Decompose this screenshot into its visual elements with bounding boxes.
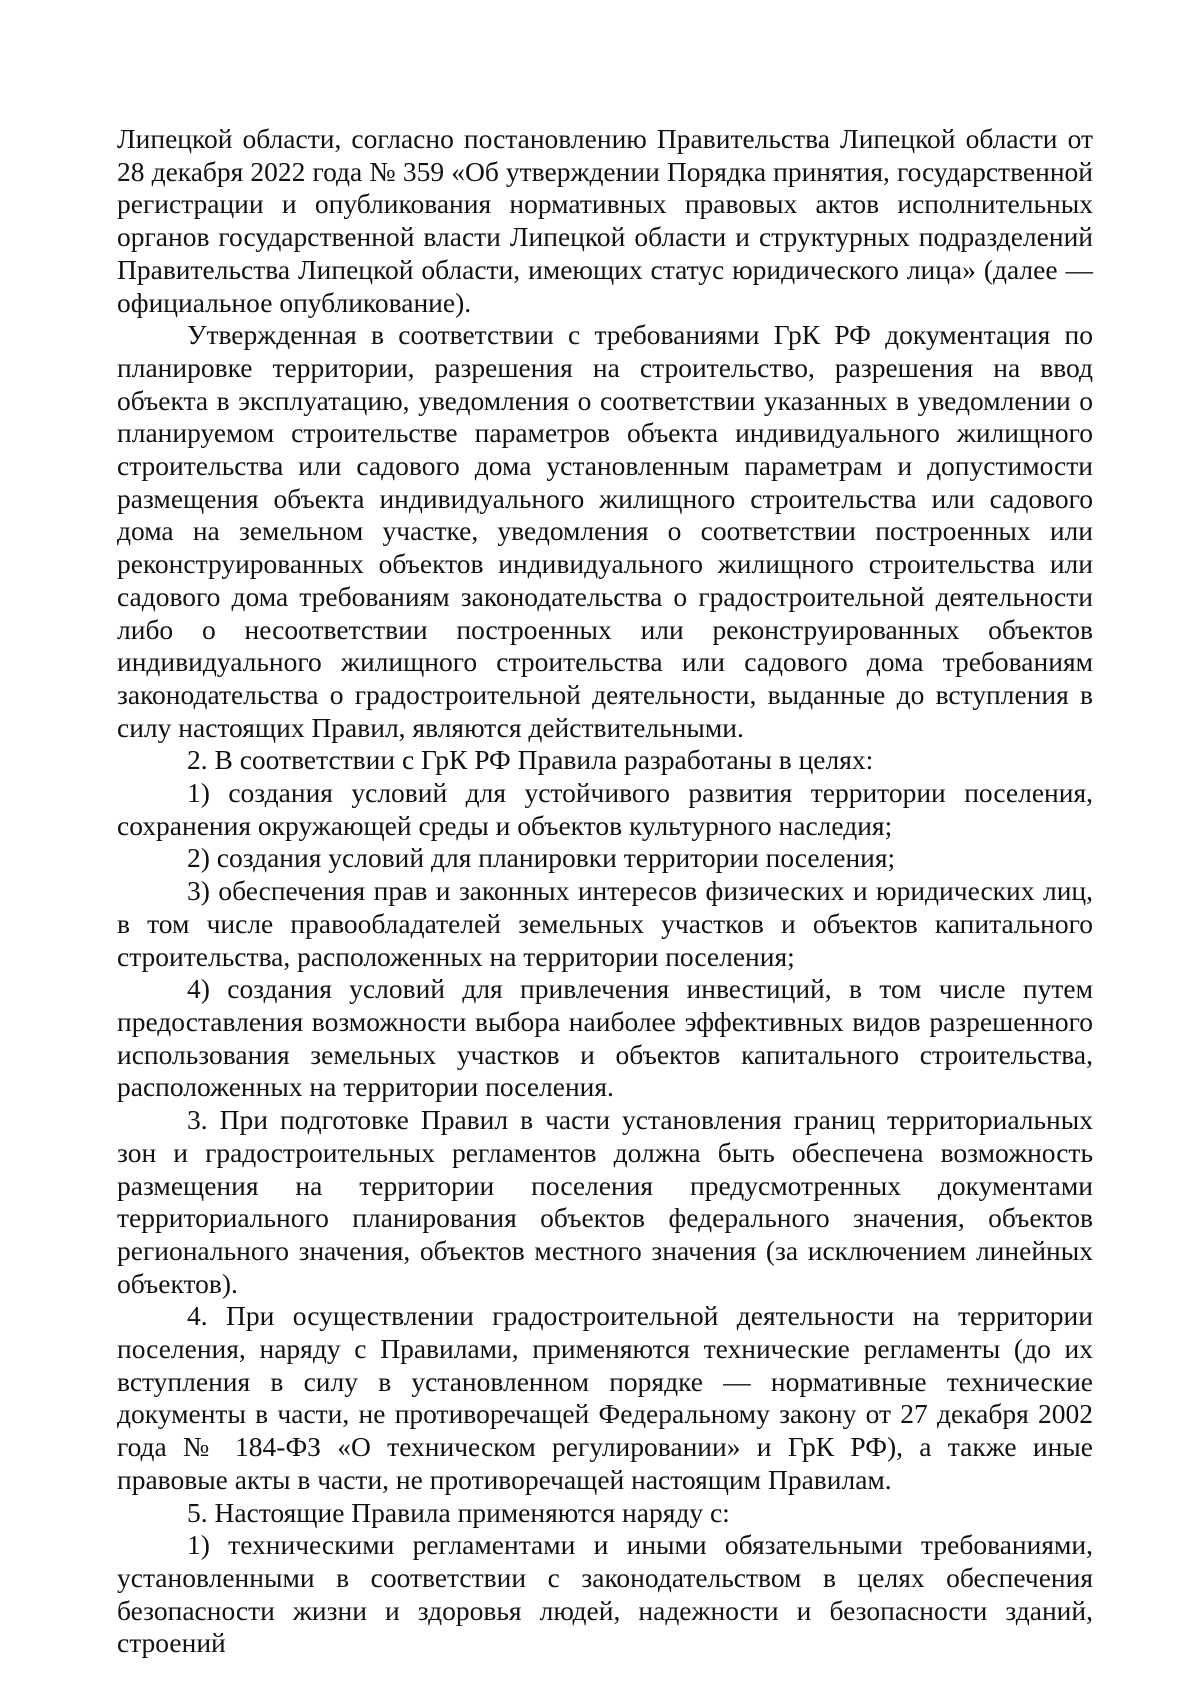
paragraph-subitem-2-4: 4) создания условий для привлечения инвестиций, в том числе путем предоставления возможности выбора наиболее эффективных видов разрешенного использования земельных участков и объектов капитального строительства, расположенных на территории поселения. [117,973,1093,1103]
paragraph-subitem-5-1: 1) техническими регламентами и иными обязательными требованиями, установленными в соответствии с законодательством в целях обеспечения безопасности жизни и здоровья людей, надежности и безопасности зданий, строений [117,1529,1093,1659]
paragraph-documentation-validity: Утвержденная в соответствии с требованиями ГрК РФ документация по планировке территории, разрешения на строительство, разрешения на ввод объекта в эксплуатацию, уведомления о соответствии указанных в уведомлении о планируемом строительстве параметров объекта индивидуального жилищного строительства или садового дома установленным параметрам и допустимости размещения объекта индивидуального жилищного строительства или садового дома на земельном участке, уведомления о соответствии построенных или реконструированных объектов индивидуального жилищного строительства или садового дома требованиям законодательства о градостроительной деятельности либо о несоответствии построенных или реконструированных объектов индивидуального жилищного строительства или садового дома требованиям законодательства о градостроительной деятельности, выданные до вступления в силу настоящих Правил, являются действительными. [117,319,1093,743]
document-body [117,123,1093,1660]
paragraph-item-4: 4. При осуществлении градостроительной деятельности на территории поселения, наряду с Правилами, применяются технические регламенты (до их вступления в силу в установленном порядке — нормативные технические документы в части, не противоречащей Федеральному закону от 27 декабря 2002 года № 184-ФЗ «О техническом регулировании» и ГрК РФ), а также иные правовые акты в части, не противоречащей настоящим Правилам. [117,1300,1093,1495]
paragraph-item-3: 3. При подготовке Правил в части установления границ территориальных зон и градостроительных регламентов должна быть обеспечена возможность размещения на территории поселения предусмотренных документами территориального планирования объектов федерального значения, объектов регионального значения, объектов местного значения (за исключением линейных объектов). [117,1104,1093,1299]
paragraph-item-5: 5. Настоящие Правила применяются наряду с: [187,1496,730,1528]
paragraph-continuation: Липецкой области, согласно постановлению Правительства Липецкой области от 28 декабря 2022 года № 359 «Об утверждении Порядка принятия, государственной регистрации и опубликования нормативных правовых актов исполнительных органов государственной власти Липецкой области и структурных подразделений Правительства Липецкой области, имеющих статус юридического лица» (далее — официальное опубликование). [117,123,1093,318]
paragraph-subitem-2-2: 2) создания условий для планировки территории поселения; [187,842,896,874]
paragraph-subitem-2-1: 1) создания условий для устойчивого развития территории поселения, сохранения окружающей среды и объектов культурного наследия; [117,777,1093,841]
paragraph-subitem-2-3: 3) обеспечения прав и законных интересов физических и юридических лиц, в том числе правообладателей земельных участков и объектов капитального строительства, расположенных на территории поселения; [117,875,1093,972]
paragraph-item-2: 2. В соответствии с ГрК РФ Правила разработаны в целях: [187,744,874,776]
